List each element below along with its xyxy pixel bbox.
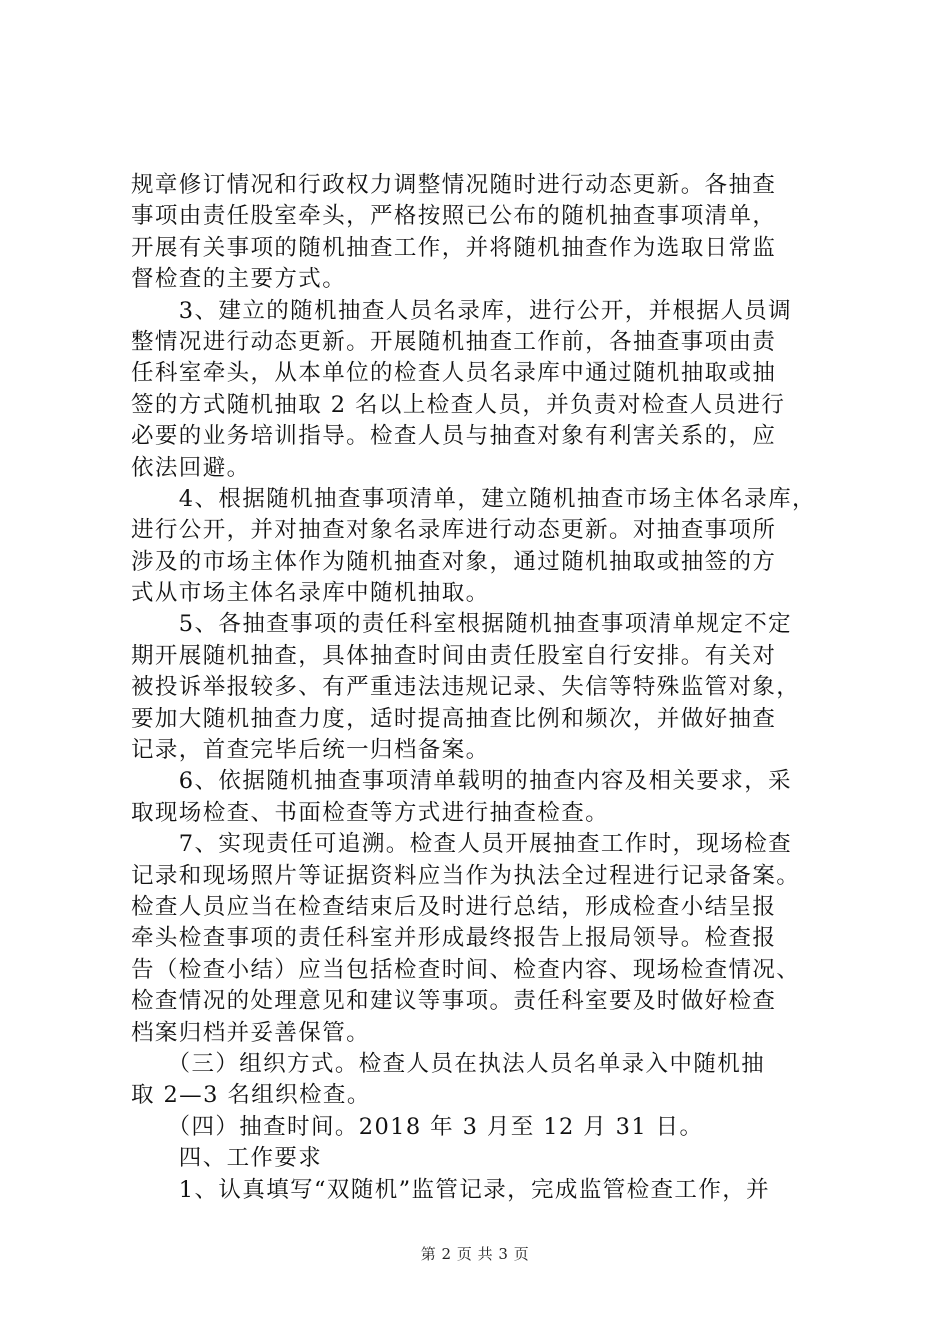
document-body (131, 170, 831, 1206)
text-line: 5、各抽查事项的责任科室根据随机抽查事项清单规定不定 (131, 611, 793, 638)
text-line: 进行公开，并对抽查对象名录库进行动态更新。对抽查事项所 (131, 517, 777, 544)
text-line: 6、依据随机抽查事项清单载明的抽查内容及相关要求，采 (131, 768, 793, 795)
text-line: 规章修订情况和行政权力调整情况随时进行动态更新。各抽查 (131, 172, 777, 198)
text-line: 依法回避。 (131, 454, 251, 481)
text-line: 被投诉举报较多、有严重违法违规记录、失信等特殊监管对象， (131, 674, 801, 701)
text-line: （三）组织方式。检查人员在执法人员名单录入中随机抽 (131, 1050, 766, 1077)
text-line: （四）抽查时间。2018 年 3 月至 12 月 31 日。 (131, 1113, 704, 1140)
page-footer: 第 2 页 共 3 页 (420, 1245, 530, 1263)
text-line: 7、实现责任可追溯。检查人员开展抽查工作时，现场检查 (131, 831, 793, 858)
text-line: 档案归档并妥善保管。 (131, 1019, 371, 1046)
text-line: 告（检查小结）应当包括检查时间、检查内容、现场检查情况、 (131, 956, 801, 983)
text-line: 取 2—3 名组织检查。 (131, 1082, 371, 1109)
text-line: 记录和现场照片等证据资料应当作为执法全过程进行记录备案。 (131, 862, 801, 889)
text-line: 记录，首查完毕后统一归档备案。 (131, 737, 490, 764)
text-line: 要加大随机抽查力度，适时提高抽查比例和频次，并做好抽查 (131, 705, 777, 732)
section-heading: 四、工作要求 (131, 1145, 323, 1172)
text-line: 签的方式随机抽取 2 名以上检查人员，并负责对检查人员进行 (131, 391, 786, 418)
text-line: 涉及的市场主体作为随机抽查对象，通过随机抽取或抽签的方 (131, 548, 777, 575)
text-line: 式从市场主体名录库中随机抽取。 (131, 580, 490, 607)
text-line: 整情况进行动态更新。开展随机抽查工作前，各抽查事项由责 (131, 328, 777, 355)
text-line: 4、根据随机抽查事项清单，建立随机抽查市场主体名录库， (131, 485, 816, 512)
text-line: 牵头检查事项的责任科室并形成最终报告上报局领导。检查报 (131, 925, 777, 952)
text-line: 期开展随机抽查，具体抽查时间由责任股室自行安排。有关对 (131, 642, 777, 669)
text-line: 检查人员应当在检查结束后及时进行总结，形成检查小结呈报 (131, 893, 777, 920)
text-line: 检查情况的处理意见和建议等事项。责任科室要及时做好检查 (131, 988, 777, 1015)
text-line: 取现场检查、书面检查等方式进行抽查检查。 (131, 799, 610, 826)
text-line: 任科室牵头，从本单位的检查人员名录库中通过随机抽取或抽 (131, 360, 777, 387)
text-line: 3、建立的随机抽查人员名录库，进行公开，并根据人员调 (131, 297, 793, 324)
text-line: 1、认真填写“双随机”监管记录，完成监管检查工作，并 (131, 1176, 771, 1203)
text-line: 事项由责任股室牵头，严格按照已公布的随机抽查事项清单， (131, 203, 777, 230)
text-line: 督检查的主要方式。 (131, 266, 347, 293)
text-line: 开展有关事项的随机抽查工作，并将随机抽查作为选取日常监 (131, 234, 777, 261)
text-line: 必要的业务培训指导。检查人员与抽查对象有利害关系的，应 (131, 423, 777, 450)
